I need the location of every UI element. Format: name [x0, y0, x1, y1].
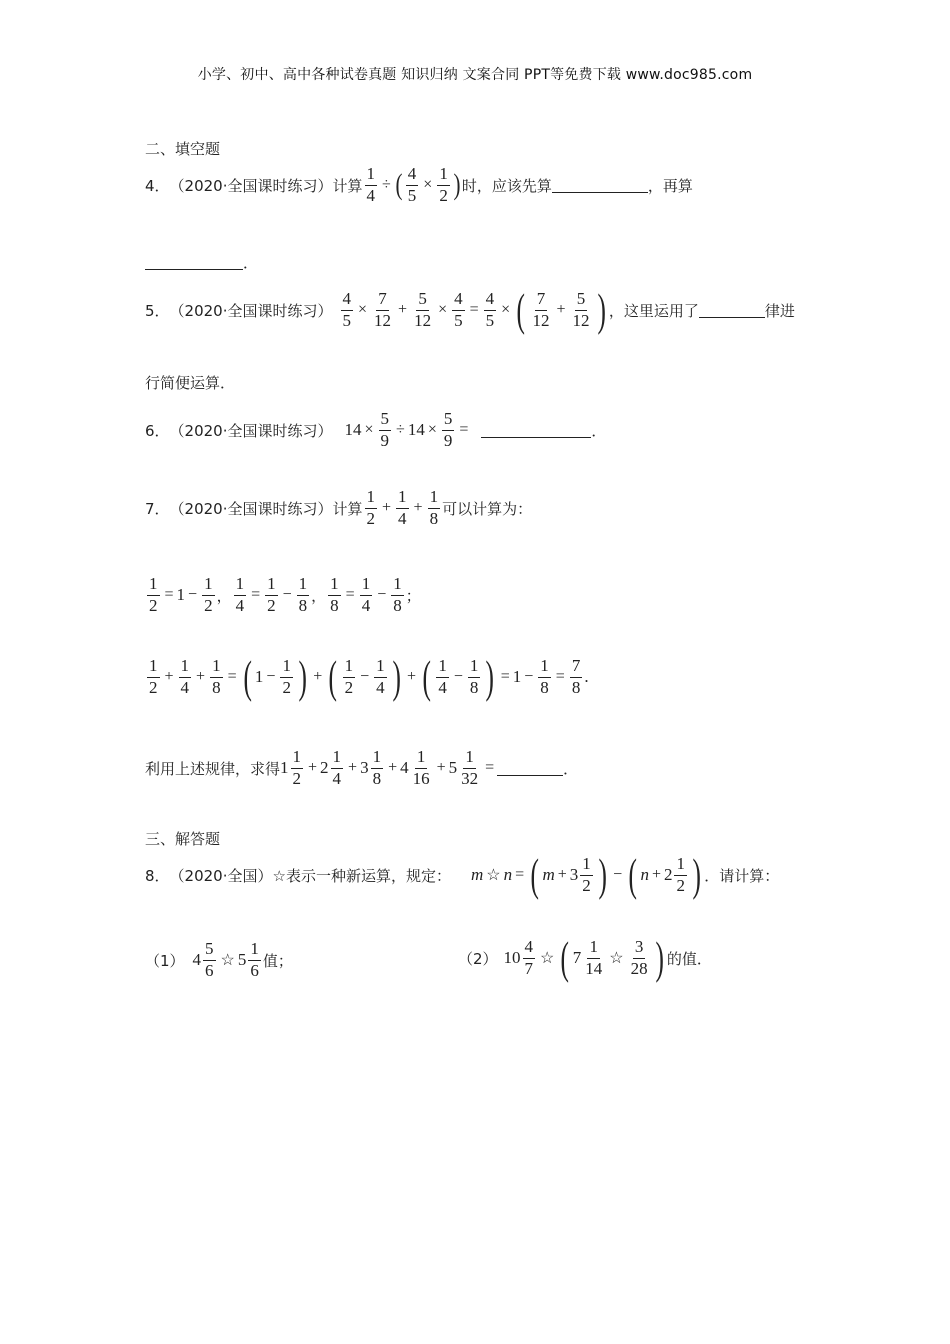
answer-blank[interactable] — [145, 255, 243, 270]
question-8-part1: （1） 4 $\frac{5}{6}$ ☆ 5 $\frac{1}{6}$ 值； — [145, 939, 293, 980]
fraction: $\frac{1}{4}$ — [366, 164, 376, 205]
fraction: $\frac{5}{12}$ — [572, 288, 590, 330]
question-8: 8． （2020·全国） ☆表示一种新运算，规定： m ☆ n = ( m + 3 $\frac{1}{2}$ ) − ( n + 2 $\frac{1}{2}$ ) ．请计算： — [145, 849, 780, 900]
fraction: $\frac{7}{12}$ — [532, 288, 550, 330]
question-7: 7． （2020·全国课时练习） 计算 $\frac{1}{2}$ + $\frac{1}{4}$ + $\frac{1}{8}$ 可以计算为： — [145, 487, 533, 528]
question-7-step1: $\frac{1}{2}$ = 1 − $\frac{1}{2}$ ， $\frac{1}{4}$ = $\frac{1}{2}$ − $\frac{1}{8}$ ， $\frac{1}{8}$ = $\frac{1}{4}$ − $\frac{1}{8}$ ； — [149, 574, 421, 615]
answer-blank[interactable] — [481, 423, 591, 438]
fraction: $\frac{5}{9}$ — [380, 409, 390, 450]
question-8-part2: （2） 10 $\frac{4}{7}$ ☆ ( 7 $\frac{1}{14}$ ☆ $\frac{3}{28}$ ) 的值． — [458, 932, 712, 983]
fraction: $\frac{1}{4}$ — [398, 487, 407, 528]
fraction: $\frac{1}{2}$ — [439, 164, 448, 205]
section-title-fill-in: 二、填空题 — [145, 140, 221, 158]
answer-blank[interactable] — [497, 761, 563, 776]
question-7-task: 利用上述规律，求得 1 $\frac{1}{2}$ + 2 $\frac{1}{4}$ + 3 $\frac{1}{8}$ + 4 $\frac{1}{16}$ + 5 $\frac{1}{32}$ = ． — [145, 747, 579, 788]
fraction: $\frac{4}{5}$ — [485, 288, 495, 330]
section-title-answer: 三、解答题 — [145, 830, 221, 848]
question-7-step2: $\frac{1}{2}$ + $\frac{1}{4}$ + $\frac{1}{8}$ = ( 1 − $\frac{1}{2}$ ) + ( $\frac{1}{2}$ − $\frac{1}{4}$ ) + ( $\frac{1}{4}$ − $\frac{1}{8}$ ) = 1 − $\frac{1}{8}$ = $\frac{7}{8}$ . — [149, 651, 589, 702]
fraction: $\frac{5}{12}$ — [414, 288, 432, 330]
answer-blank[interactable] — [552, 178, 648, 193]
fraction: $\frac{1}{2}$ — [366, 487, 376, 528]
fraction: $\frac{4}{5}$ — [454, 288, 463, 330]
question-5-line2: 行简便运算． — [145, 374, 236, 392]
question-4: 4． （2020·全国课时练习） 计算 $\frac{1}{4}$ ÷ ( $\frac{4}{5}$ × $\frac{1}{2}$ ) 时，应该先算 ，再算 — [145, 164, 693, 205]
page-header: 小学、初中、高中各种试卷真题 知识归纳 文案合同 PPT等免费下载 www.doc985.com — [197, 67, 753, 83]
fraction: $\frac{4}{5}$ — [407, 164, 417, 205]
question-5: 5． （2020·全国课时练习） $\frac{4}{5}$ × $\frac{7}{12}$ + $\frac{5}{12}$ × $\frac{4}{5}$ = $\frac{4}{5}$ × ( $\frac{7}{12}$ + $\frac{5}{12}$ ) ，这里运用了 律进 — [145, 284, 795, 335]
fraction: $\frac{1}{8}$ — [429, 487, 439, 528]
answer-blank[interactable] — [699, 303, 765, 318]
fraction: $\frac{5}{9}$ — [443, 409, 453, 450]
fraction: $\frac{7}{12}$ — [374, 288, 392, 330]
question-6: 6． （2020·全国课时练习） 14 × $\frac{5}{9}$ ÷ 14 × $\frac{5}{9}$ = ． — [145, 409, 607, 450]
question-4-line2: ． — [145, 252, 258, 273]
fraction: $\frac{4}{5}$ — [342, 288, 351, 330]
